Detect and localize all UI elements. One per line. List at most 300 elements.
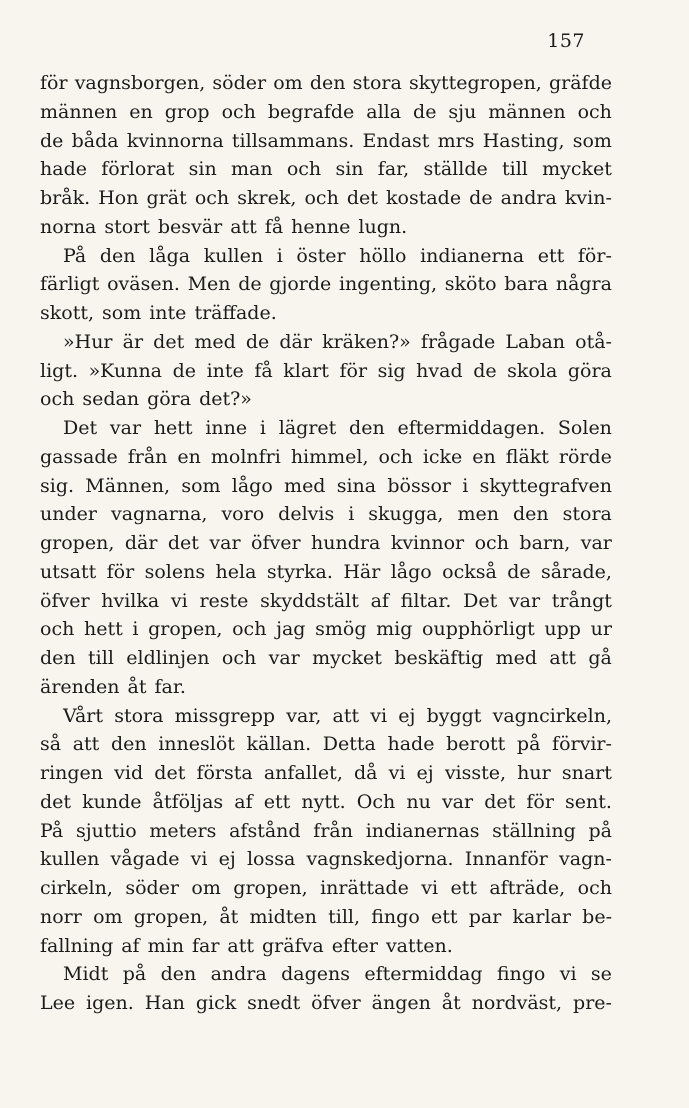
word: det bbox=[167, 532, 199, 554]
word: Men bbox=[187, 273, 231, 296]
word: till bbox=[88, 647, 114, 669]
word: vi bbox=[190, 848, 208, 871]
word: af bbox=[121, 934, 140, 957]
text-line bbox=[40, 155, 612, 184]
word: då bbox=[353, 762, 378, 784]
word: cirkeln, bbox=[40, 877, 113, 899]
word: som bbox=[102, 302, 142, 324]
word: mig bbox=[376, 618, 413, 641]
word: öfver bbox=[311, 992, 361, 1014]
word: Innanför bbox=[464, 848, 548, 871]
text-line bbox=[40, 874, 612, 903]
word: skyttegropen, bbox=[408, 72, 542, 94]
word: trångt bbox=[551, 589, 612, 612]
word: sköto bbox=[444, 273, 497, 296]
word: åt bbox=[219, 905, 239, 928]
word: var bbox=[109, 417, 142, 439]
word: skugga, bbox=[368, 503, 444, 526]
word: gräfva bbox=[262, 934, 324, 957]
word: källan. bbox=[246, 733, 312, 756]
word: skrek, bbox=[237, 187, 297, 209]
word: Det bbox=[63, 417, 98, 439]
word: en bbox=[177, 445, 201, 468]
word: hela bbox=[215, 560, 257, 583]
word: de bbox=[473, 359, 497, 382]
word: inte bbox=[206, 359, 244, 382]
word: ingenting, bbox=[338, 273, 438, 296]
word: frågade bbox=[420, 330, 496, 353]
word: kvinnor bbox=[390, 532, 465, 554]
word: som bbox=[572, 129, 612, 152]
word: öster bbox=[296, 244, 346, 267]
word: och bbox=[221, 100, 256, 123]
word: om bbox=[93, 905, 123, 928]
word: gjorde bbox=[269, 273, 332, 296]
word: henne bbox=[291, 215, 351, 238]
word: hundra bbox=[311, 532, 381, 554]
word: sin bbox=[188, 158, 217, 181]
word: i bbox=[348, 503, 355, 526]
word: så bbox=[40, 733, 62, 756]
word: Här bbox=[343, 560, 381, 583]
word: var bbox=[508, 589, 541, 612]
word: och bbox=[304, 187, 339, 209]
word: mycket bbox=[542, 158, 612, 181]
word: se bbox=[590, 963, 612, 986]
word: och bbox=[577, 100, 612, 123]
word: hade bbox=[387, 733, 435, 756]
word: ett bbox=[430, 905, 458, 928]
word: norr bbox=[40, 905, 82, 928]
text-line bbox=[40, 270, 612, 299]
word: med bbox=[284, 474, 326, 497]
word: meters bbox=[149, 819, 217, 842]
word: kräken?» bbox=[322, 330, 411, 353]
word: solens bbox=[144, 560, 206, 583]
word: gå bbox=[588, 647, 612, 669]
word: hade bbox=[40, 158, 87, 181]
word: alla bbox=[366, 100, 402, 123]
word: indianernas bbox=[365, 819, 480, 842]
word: hett bbox=[153, 417, 193, 439]
word: afstånd bbox=[229, 819, 301, 842]
word: af bbox=[370, 589, 389, 612]
word: andra bbox=[500, 187, 557, 209]
text-line bbox=[40, 730, 612, 759]
word: om bbox=[191, 877, 221, 899]
word: Solen bbox=[557, 417, 612, 439]
word: sig. bbox=[40, 474, 75, 497]
word: fläkt bbox=[505, 445, 549, 468]
word: till bbox=[502, 158, 528, 181]
text-line bbox=[40, 213, 612, 242]
word: var bbox=[580, 532, 612, 554]
word: fingo bbox=[371, 905, 420, 928]
word: göra bbox=[147, 388, 192, 411]
word: gropen, bbox=[233, 877, 308, 899]
word: icke bbox=[422, 445, 463, 468]
word: delvis bbox=[278, 503, 335, 526]
word: de bbox=[238, 273, 262, 296]
word: sju bbox=[448, 100, 477, 123]
word: den bbox=[309, 72, 346, 94]
word: kullen bbox=[40, 848, 100, 871]
word: byggt bbox=[426, 704, 482, 727]
word: gropen, bbox=[40, 532, 115, 554]
word: norna bbox=[40, 215, 97, 238]
word: »Hur bbox=[63, 330, 113, 353]
word: också bbox=[442, 560, 497, 583]
word: ett bbox=[263, 790, 291, 813]
word: Hon bbox=[98, 187, 139, 209]
word: sig bbox=[377, 359, 406, 382]
word: hur bbox=[517, 762, 551, 784]
word: det bbox=[346, 187, 378, 209]
word: lugn. bbox=[358, 215, 408, 238]
word: vi bbox=[370, 704, 388, 727]
word: sin bbox=[335, 158, 364, 181]
word: första bbox=[196, 762, 253, 784]
word: med bbox=[194, 330, 236, 353]
word: och bbox=[474, 532, 509, 554]
word: ställde bbox=[423, 158, 488, 181]
word: beskäftig bbox=[394, 647, 484, 669]
word: inneslöt bbox=[158, 733, 235, 756]
word: stora bbox=[114, 704, 164, 727]
word: gräfde bbox=[548, 72, 612, 94]
word: för- bbox=[577, 244, 612, 267]
word: männen bbox=[488, 100, 566, 123]
word: söder bbox=[212, 72, 267, 94]
text-line bbox=[40, 69, 612, 98]
word: pre- bbox=[573, 992, 612, 1014]
text-line bbox=[40, 184, 612, 213]
text-line bbox=[40, 960, 612, 989]
word: ett bbox=[450, 877, 477, 899]
word: lågo bbox=[390, 560, 432, 583]
word: afträde, bbox=[489, 877, 566, 899]
word: på bbox=[588, 819, 612, 842]
word: ej bbox=[218, 848, 236, 871]
word: de bbox=[172, 359, 196, 382]
word: visste, bbox=[444, 762, 507, 784]
word: och bbox=[40, 388, 75, 411]
word: på bbox=[516, 733, 541, 756]
word: det bbox=[484, 790, 516, 813]
text-line bbox=[40, 644, 612, 673]
word: var bbox=[441, 790, 474, 813]
text-line bbox=[40, 127, 612, 156]
word: kullen bbox=[203, 244, 264, 267]
word: från bbox=[127, 445, 168, 468]
word: vatten. bbox=[385, 934, 453, 957]
text-line bbox=[40, 472, 612, 501]
word: vagncirkeln, bbox=[492, 704, 612, 727]
word: och bbox=[577, 877, 612, 899]
word: öfver bbox=[40, 589, 90, 612]
text-line bbox=[40, 98, 612, 127]
word: karlar bbox=[512, 905, 571, 928]
word: att bbox=[230, 215, 257, 238]
word: åt bbox=[441, 992, 461, 1014]
text-line bbox=[40, 817, 612, 846]
word: sedan bbox=[82, 388, 140, 411]
word: På bbox=[63, 244, 87, 267]
word: inne bbox=[205, 417, 248, 439]
word: gropen, bbox=[148, 618, 223, 641]
word: far, bbox=[377, 158, 410, 181]
word: och bbox=[232, 618, 267, 641]
word: reste bbox=[199, 589, 249, 612]
word: mycket bbox=[312, 647, 382, 669]
word: få bbox=[254, 359, 273, 382]
word: andra bbox=[210, 963, 267, 986]
word: den bbox=[512, 503, 549, 526]
word: förvir- bbox=[552, 733, 612, 756]
word: stora bbox=[562, 503, 612, 526]
word: för bbox=[526, 790, 554, 813]
word: grät bbox=[146, 187, 187, 209]
word: det bbox=[153, 330, 185, 353]
word: snedt bbox=[247, 992, 301, 1014]
text-line bbox=[40, 673, 612, 702]
text-line bbox=[40, 443, 612, 472]
word: hett bbox=[83, 618, 123, 641]
text-line bbox=[40, 788, 612, 817]
word: skyddstält bbox=[260, 589, 359, 612]
word: den bbox=[40, 647, 76, 669]
text-line bbox=[40, 328, 612, 357]
word: begrafde bbox=[267, 100, 355, 123]
word: upp bbox=[544, 618, 581, 641]
word: och bbox=[221, 647, 257, 669]
word: mrs bbox=[437, 129, 475, 152]
word: missgrepp bbox=[174, 704, 276, 727]
word: öfver bbox=[251, 532, 301, 554]
word: filtar. bbox=[400, 589, 452, 612]
word: molnfri bbox=[210, 445, 281, 468]
word: bara bbox=[504, 273, 549, 296]
word: men bbox=[457, 503, 499, 526]
word: ärenden bbox=[40, 675, 120, 698]
word: styrka. bbox=[266, 560, 333, 583]
word: till, bbox=[328, 905, 361, 928]
word: de bbox=[469, 187, 493, 209]
word: i bbox=[132, 618, 139, 641]
word: ej bbox=[398, 704, 416, 727]
word: nytt. bbox=[301, 790, 346, 813]
word: inrättade bbox=[320, 877, 409, 899]
word: utsatt bbox=[40, 560, 97, 583]
word: par bbox=[468, 905, 502, 928]
word: jag bbox=[276, 618, 306, 641]
word: är bbox=[122, 330, 144, 353]
word: lägret bbox=[278, 417, 337, 439]
word: med bbox=[495, 647, 538, 669]
word: att bbox=[549, 647, 577, 669]
word: Och bbox=[356, 790, 396, 813]
word: det bbox=[154, 762, 186, 784]
word: den bbox=[160, 963, 197, 986]
word: eftermiddagen. bbox=[397, 417, 546, 439]
word: Laban bbox=[505, 330, 566, 353]
word: och bbox=[194, 187, 230, 209]
word: en bbox=[472, 445, 496, 468]
word: grop bbox=[164, 100, 210, 123]
word: indianerna bbox=[420, 244, 525, 267]
word: vagnsborgen, bbox=[74, 72, 206, 94]
word: Midt bbox=[63, 963, 109, 986]
word: den bbox=[349, 417, 385, 439]
word: träffade. bbox=[194, 302, 277, 324]
word: och bbox=[40, 618, 75, 641]
text-line bbox=[40, 989, 612, 1018]
text-line bbox=[40, 587, 612, 616]
word: far. bbox=[154, 675, 186, 698]
word: några bbox=[555, 273, 612, 296]
word: af bbox=[234, 790, 253, 813]
word: kvin- bbox=[564, 187, 612, 209]
word: man bbox=[230, 158, 273, 181]
word: i bbox=[276, 244, 283, 267]
text-line bbox=[40, 529, 612, 558]
word: Männen, bbox=[85, 474, 171, 497]
word: kvinnorna bbox=[126, 129, 224, 152]
word: midten bbox=[249, 905, 317, 928]
word: båda bbox=[71, 129, 119, 152]
word: snart bbox=[561, 762, 612, 784]
word: fingo bbox=[496, 963, 546, 986]
word: och bbox=[286, 158, 322, 181]
word: hvilka bbox=[101, 589, 160, 612]
word: göra bbox=[567, 359, 612, 382]
text-line bbox=[40, 903, 612, 932]
body-text bbox=[40, 69, 612, 1018]
word: ligt. bbox=[40, 359, 78, 382]
text-line bbox=[40, 500, 612, 529]
word: skyttegrafven bbox=[479, 474, 612, 497]
word: vi bbox=[388, 762, 406, 784]
word: söder bbox=[125, 877, 180, 899]
word: Han bbox=[144, 992, 185, 1014]
word: sina bbox=[336, 474, 377, 497]
word: få bbox=[264, 215, 284, 238]
word: färligt bbox=[40, 273, 100, 296]
word: på bbox=[122, 963, 147, 986]
word: eldlinjen bbox=[126, 647, 210, 669]
word: från bbox=[313, 819, 353, 842]
word: för bbox=[106, 560, 135, 583]
word: var bbox=[268, 647, 300, 669]
word: smög bbox=[315, 618, 367, 641]
word: stort bbox=[104, 215, 150, 238]
word: eftermiddag bbox=[364, 963, 483, 986]
word: himmel, bbox=[290, 445, 369, 468]
word: gick bbox=[195, 992, 237, 1014]
word: efter bbox=[331, 934, 378, 957]
word: de bbox=[40, 129, 64, 152]
word: vagnarna, bbox=[110, 503, 208, 526]
word: vi bbox=[421, 877, 439, 899]
word: låga bbox=[149, 244, 191, 267]
word: de bbox=[507, 560, 531, 583]
word: Hasting, bbox=[482, 129, 565, 152]
page-number: 157 bbox=[547, 30, 585, 52]
word: far bbox=[191, 934, 220, 957]
word: där bbox=[124, 532, 158, 554]
word: de bbox=[413, 100, 437, 123]
word: i bbox=[259, 417, 266, 439]
word: ett bbox=[537, 244, 565, 267]
word: en bbox=[129, 100, 153, 123]
word: som bbox=[181, 474, 221, 497]
text-line bbox=[40, 615, 612, 644]
word: för bbox=[40, 72, 68, 94]
word: barn, bbox=[519, 532, 571, 554]
text-line bbox=[40, 357, 612, 386]
word: ställning bbox=[492, 819, 576, 842]
word: nu bbox=[406, 790, 431, 813]
word: lossa bbox=[246, 848, 296, 871]
word: männen bbox=[40, 100, 118, 123]
word: bössor bbox=[387, 474, 452, 497]
word: Lee bbox=[40, 992, 76, 1014]
word: att bbox=[227, 934, 255, 957]
word: det?» bbox=[199, 388, 252, 411]
word: förlorat bbox=[101, 158, 175, 181]
word: klart bbox=[283, 359, 329, 382]
word: om bbox=[273, 72, 303, 94]
word: rörde bbox=[558, 445, 612, 468]
text-line bbox=[40, 932, 612, 961]
text-line bbox=[40, 759, 612, 788]
word: voro bbox=[221, 503, 265, 526]
word: åt bbox=[127, 675, 147, 698]
word: skott, bbox=[40, 302, 95, 324]
word: be- bbox=[582, 905, 612, 928]
word: hvad bbox=[416, 359, 463, 382]
word: oupphörligt bbox=[422, 618, 535, 641]
word: dagens bbox=[281, 963, 350, 986]
word: nordväst, bbox=[471, 992, 563, 1014]
word: sjuttio bbox=[75, 819, 137, 842]
word: i bbox=[462, 474, 469, 497]
text-line bbox=[40, 299, 612, 328]
word: ur bbox=[590, 618, 612, 641]
word: och bbox=[378, 445, 413, 468]
word: vagn- bbox=[559, 848, 612, 871]
word: igen. bbox=[86, 992, 134, 1014]
word: Det bbox=[463, 589, 498, 612]
word: skola bbox=[507, 359, 558, 382]
word: anfallet, bbox=[263, 762, 343, 784]
word: vi bbox=[559, 963, 577, 986]
word: Detta bbox=[322, 733, 376, 756]
word: oväsen. bbox=[107, 273, 180, 296]
text-line bbox=[40, 414, 612, 443]
word: vid bbox=[114, 762, 144, 784]
word: lågo bbox=[231, 474, 273, 497]
word: Endast bbox=[362, 129, 430, 152]
word: det bbox=[40, 790, 72, 813]
word: för bbox=[339, 359, 368, 382]
text-line bbox=[40, 845, 612, 874]
word: vi bbox=[170, 589, 188, 612]
word: tillsammans. bbox=[231, 129, 355, 152]
word: gassade bbox=[40, 445, 118, 468]
word: kunde bbox=[82, 790, 142, 813]
word: de bbox=[245, 330, 270, 353]
